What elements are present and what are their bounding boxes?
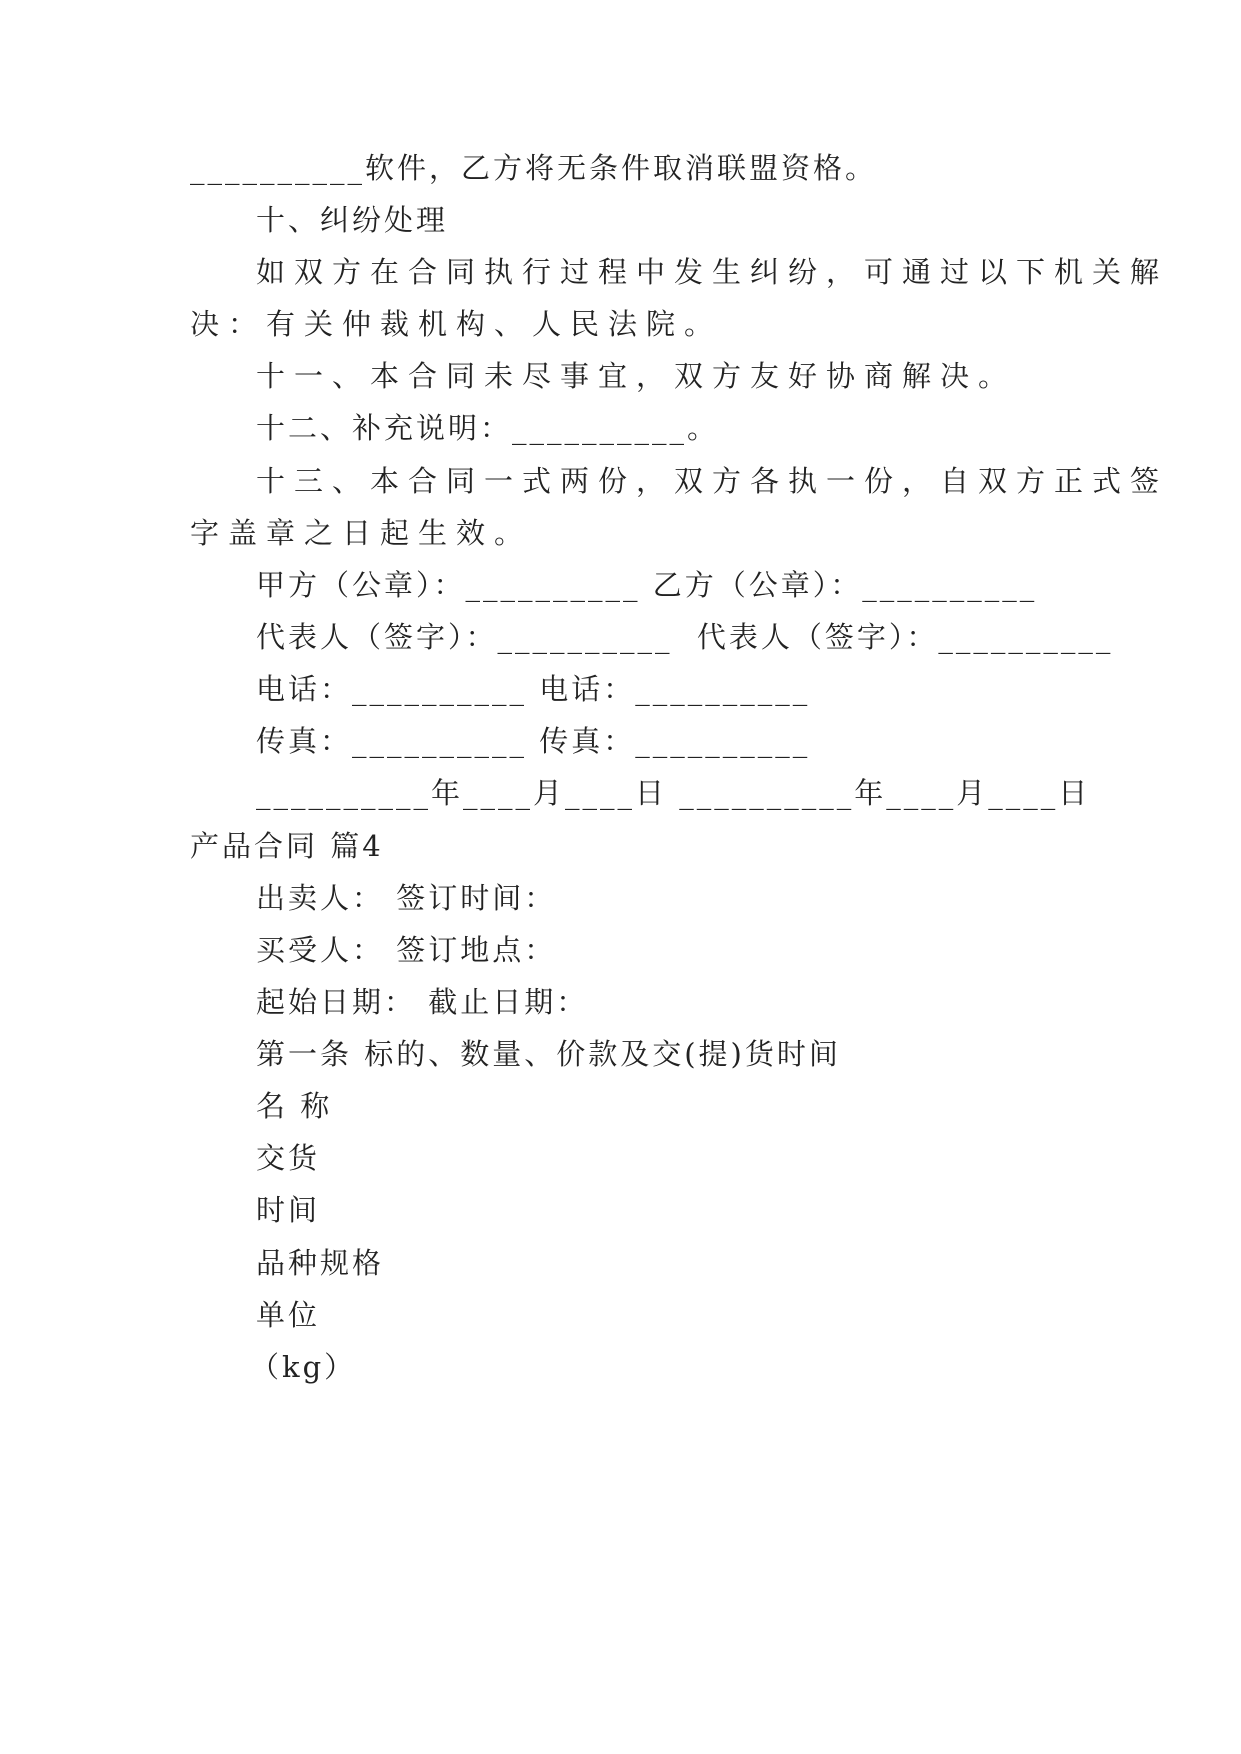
signature-dates: __________年____月____日 __________年____月____日: [256, 776, 1091, 810]
signature-fax: 传真：__________ 传真：__________: [256, 724, 811, 758]
table-label-unit-kg: （kg）: [250, 1350, 357, 1384]
text-line-clause-11: 十一、本合同未尽事宜，双方友好协商解决。: [256, 359, 1017, 393]
field-seller-signing-time: 出卖人： 签订时间：: [256, 881, 557, 915]
table-label-delivery: 交货: [256, 1141, 321, 1175]
text-line-dispute-1: 如双方在合同执行过程中发生纠纷，可通过以下机关解: [256, 255, 1169, 289]
text-line-clause-12: 十二、补充说明：__________。: [256, 411, 720, 445]
heading-article-1: 第一条 标的、数量、价款及交(提)货时间: [256, 1037, 841, 1071]
section-title-product-contract: 产品合同 篇4: [190, 829, 384, 863]
text-line-clause-13-2: 字盖章之日起生效。: [190, 516, 533, 550]
field-start-end-date: 起始日期： 截止日期：: [256, 985, 589, 1019]
table-label-unit: 单位: [256, 1298, 321, 1332]
table-label-variety-spec: 品种规格: [256, 1246, 385, 1280]
signature-party-seals: 甲方（公章）：__________ 乙方（公章）：__________: [256, 568, 1038, 602]
text-line-clause-13-1: 十三、本合同一式两份，双方各执一份，自双方正式签: [256, 464, 1169, 498]
field-buyer-signing-place: 买受人： 签订地点：: [256, 933, 557, 967]
table-label-time: 时间: [256, 1193, 321, 1227]
signature-representatives: 代表人（签字）：__________ 代表人（签字）：__________: [256, 620, 1114, 654]
text-line-software-clause: __________软件，乙方将无条件取消联盟资格。: [190, 151, 878, 185]
table-label-name: 名 称: [256, 1089, 333, 1123]
signature-phone: 电话：__________ 电话：__________: [256, 672, 811, 706]
text-line-dispute-2: 决：有关仲裁机构、人民法院。: [190, 307, 723, 341]
heading-dispute-resolution: 十、纠纷处理: [256, 203, 449, 237]
